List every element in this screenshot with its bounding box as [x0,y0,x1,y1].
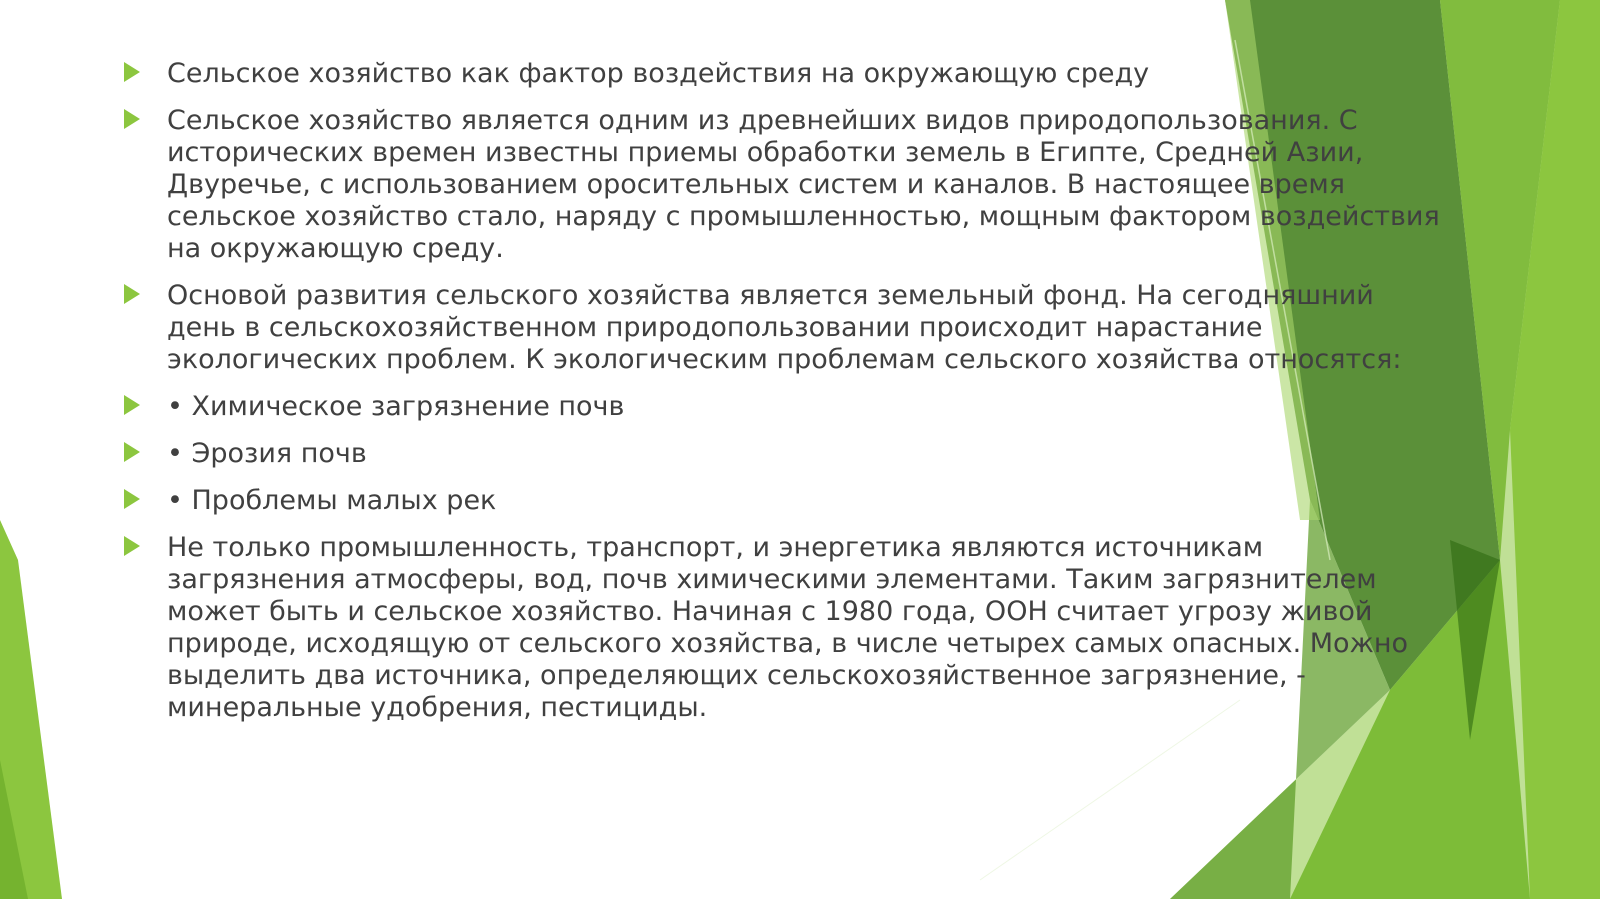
bullet-arrow-icon [124,536,140,556]
bullet-arrow-icon [124,489,140,509]
bullet-arrow-icon [124,284,140,304]
bullet-item [120,58,1450,90]
bullet-text: • Химическое загрязнение почв [167,391,625,422]
bullet-item [120,280,1450,376]
bullet-item [120,485,1450,517]
bullet-text: Не только промышленность, транспорт, и энергетика являются источникам загрязнения атмосферы, вод, почв химическими элементами. Таким загрязнителем может быть и сельское хозяйство. Начиная с 1980 года, ООН считает угрозу живой природе, исходящую от сельского хозяйства, в числе четырех самых опасных. Можно выделить два источника, определяющих сельскохозяйственное загрязнение, - минеральные удобрения, пестициды. [167,532,1409,723]
bullet-arrow-icon [124,442,140,462]
bullet-item [120,105,1450,265]
bullet-list [120,58,1450,739]
bullet-item [120,532,1450,724]
bullet-text: Основой развития сельского хозяйства является земельный фонд. На сегодняшний день в сельскохозяйственном природопользовании происходит нарастание экологических проблем. К экологическим проблемам сельского хозяйства относятся: [167,280,1402,375]
bullet-item [120,438,1450,470]
bullet-text: Сельское хозяйство является одним из древнейших видов природопользования. С исторических времен известны приемы обработки земель в Египте, Средней Азии, Двуречье, с использованием оросительных систем и каналов. В настоящее время сельское хозяйство стало, наряду с промышленностью, мощным фактором воздействия на окружающую среду. [167,105,1440,264]
bullet-arrow-icon [124,395,140,415]
bullet-text: • Проблемы малых рек [167,485,497,516]
bullet-text: • Эрозия почв [167,438,367,469]
bullet-text: Сельское хозяйство как фактор воздействия на окружающую среду [167,58,1150,89]
bullet-item [120,391,1450,423]
bullet-arrow-icon [124,109,140,129]
bullet-arrow-icon [124,62,140,82]
